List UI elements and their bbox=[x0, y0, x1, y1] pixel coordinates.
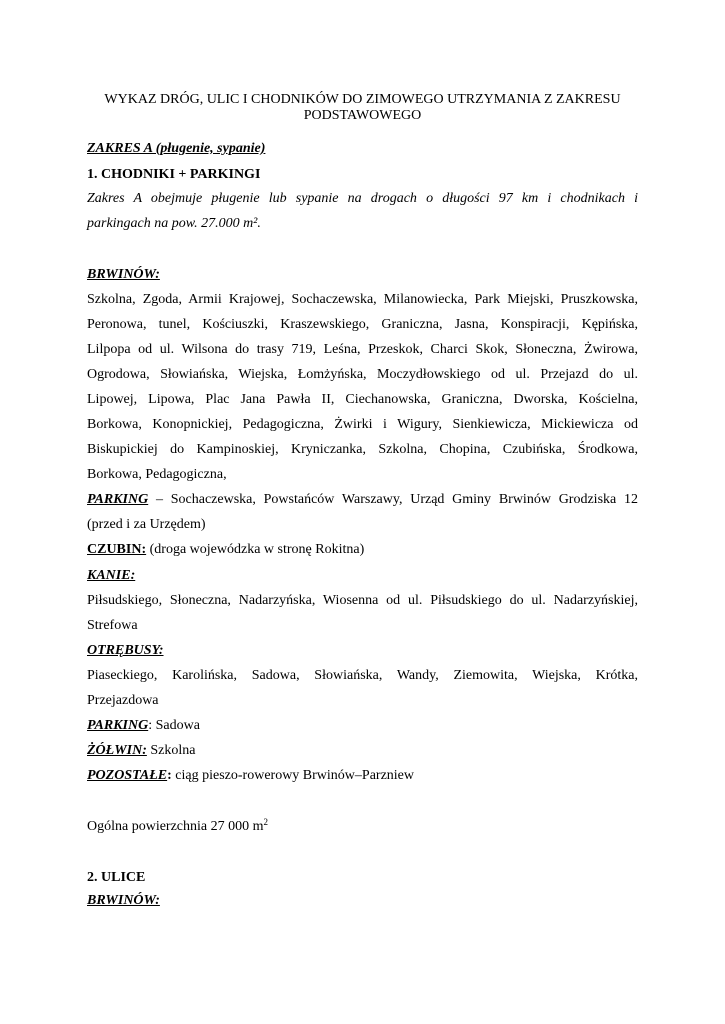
brwinow-heading: BRWINÓW: bbox=[87, 267, 160, 282]
brwinow-street-line: Szkolna, Zgoda, Armii Krajowej, Sochaczewska, Milanowiecka, Park Miejski, Pruszkowska, bbox=[87, 292, 638, 307]
czubin-label: CZUBIN: bbox=[87, 542, 147, 557]
zolwin-text: Szkolna bbox=[146, 743, 196, 758]
parking-brwinow-text: – Sochaczewska, Powstańców Warszawy, Urząd Gminy Brwinów Grodziska 12 bbox=[148, 492, 638, 507]
parking-brwinow-cont: (przed i za Urzędem) bbox=[87, 517, 206, 532]
zolwin-label: ŻÓŁWIN: bbox=[87, 743, 147, 758]
brwinow-streets-heading: BRWINÓW: bbox=[87, 893, 160, 908]
otrebusy-heading: OTRĘBUSY: bbox=[87, 643, 164, 658]
parking-brwinow-line bbox=[87, 491, 638, 508]
brwinow-street-line: Ogrodowa, Słowiańska, Wiejska, Łomżyńska, Moczydłowskiego od ul. Przejazd do ul. bbox=[87, 367, 638, 382]
parking-label: PARKING bbox=[87, 718, 149, 733]
document-title-line-1: WYKAZ DRÓG, ULIC I CHODNIKÓW DO ZIMOWEGO UTRZYMANIA Z ZAKRESU bbox=[104, 92, 621, 107]
section-1-heading: 1. CHODNIKI + PARKINGI bbox=[87, 167, 261, 182]
kanie-street-line: Piłsudskiego, Słoneczna, Nadarzyńska, Wiosenna od ul. Piłsudskiego do ul. Nadarzyńskiej, bbox=[87, 593, 638, 608]
czubin-line bbox=[87, 541, 364, 558]
kanie-heading: KANIE: bbox=[87, 568, 136, 583]
pozostale-text: ciąg pieszo-rowerowy Brwinów–Parzniew bbox=[171, 768, 415, 783]
otrebusy-street-line-last: Przejazdowa bbox=[87, 693, 159, 708]
parking-otrebusy-text: : Sadowa bbox=[148, 718, 200, 733]
brwinow-street-line: Lilpopa od ul. Wilsona do trasy 719, Leśna, Przeskok, Charci Skok, Słoneczna, Żwirowa, bbox=[87, 342, 638, 357]
otrebusy-street-line: Piaseckiego, Karolińska, Sadowa, Słowiańska, Wandy, Ziemowita, Wiejska, Krótka, bbox=[87, 668, 638, 683]
document-title-line-2: PODSTAWOWEGO bbox=[303, 108, 422, 123]
brwinow-street-line: Borkowa, Konopnickiej, Pedagogiczna, Żwirki i Wigury, Sienkiewicza, Mickiewicza od bbox=[87, 417, 638, 432]
total-area-superscript: 2 bbox=[263, 817, 269, 827]
intro-line-1: Zakres A obejmuje pługenie lub sypanie na drogach o długości 97 km i chodnikach i bbox=[87, 191, 638, 206]
pozostale-label: POZOSTAŁE bbox=[87, 768, 168, 783]
brwinow-street-line: Peronowa, tunel, Kościuszki, Kraszewskiego, Graniczna, Jasna, Konspiracji, Kępińska, bbox=[87, 317, 638, 332]
zakres-heading: ZAKRES A (pługenie, sypanie) bbox=[87, 141, 266, 156]
intro-line-2: parkingach na pow. 27.000 m². bbox=[87, 216, 261, 231]
total-area-text: Ogólna powierzchnia 27 000 m bbox=[87, 819, 264, 834]
pozostale-colon: : bbox=[167, 768, 172, 783]
czubin-text: (droga wojewódzka w stronę Rokitna) bbox=[146, 542, 365, 557]
brwinow-street-line: Biskupickiej do Kampinoskiej, Kryniczanka, Szkolna, Chopina, Czubińska, Środkowa, bbox=[87, 442, 638, 457]
kanie-street-line-last: Strefowa bbox=[87, 618, 138, 633]
total-area-line bbox=[87, 818, 268, 835]
section-2-heading: 2. ULICE bbox=[87, 870, 146, 885]
parking-label: PARKING bbox=[87, 492, 149, 507]
brwinow-street-line: Lipowej, Lipowa, Plac Jana Pawła II, Ciechanowska, Graniczna, Dworska, Kościelna, bbox=[87, 392, 638, 407]
parking-otrebusy-line bbox=[87, 717, 200, 734]
brwinow-street-line-last: Borkowa, Pedagogiczna, bbox=[87, 467, 227, 482]
pozostale-line bbox=[87, 767, 414, 784]
zolwin-line bbox=[87, 742, 196, 759]
